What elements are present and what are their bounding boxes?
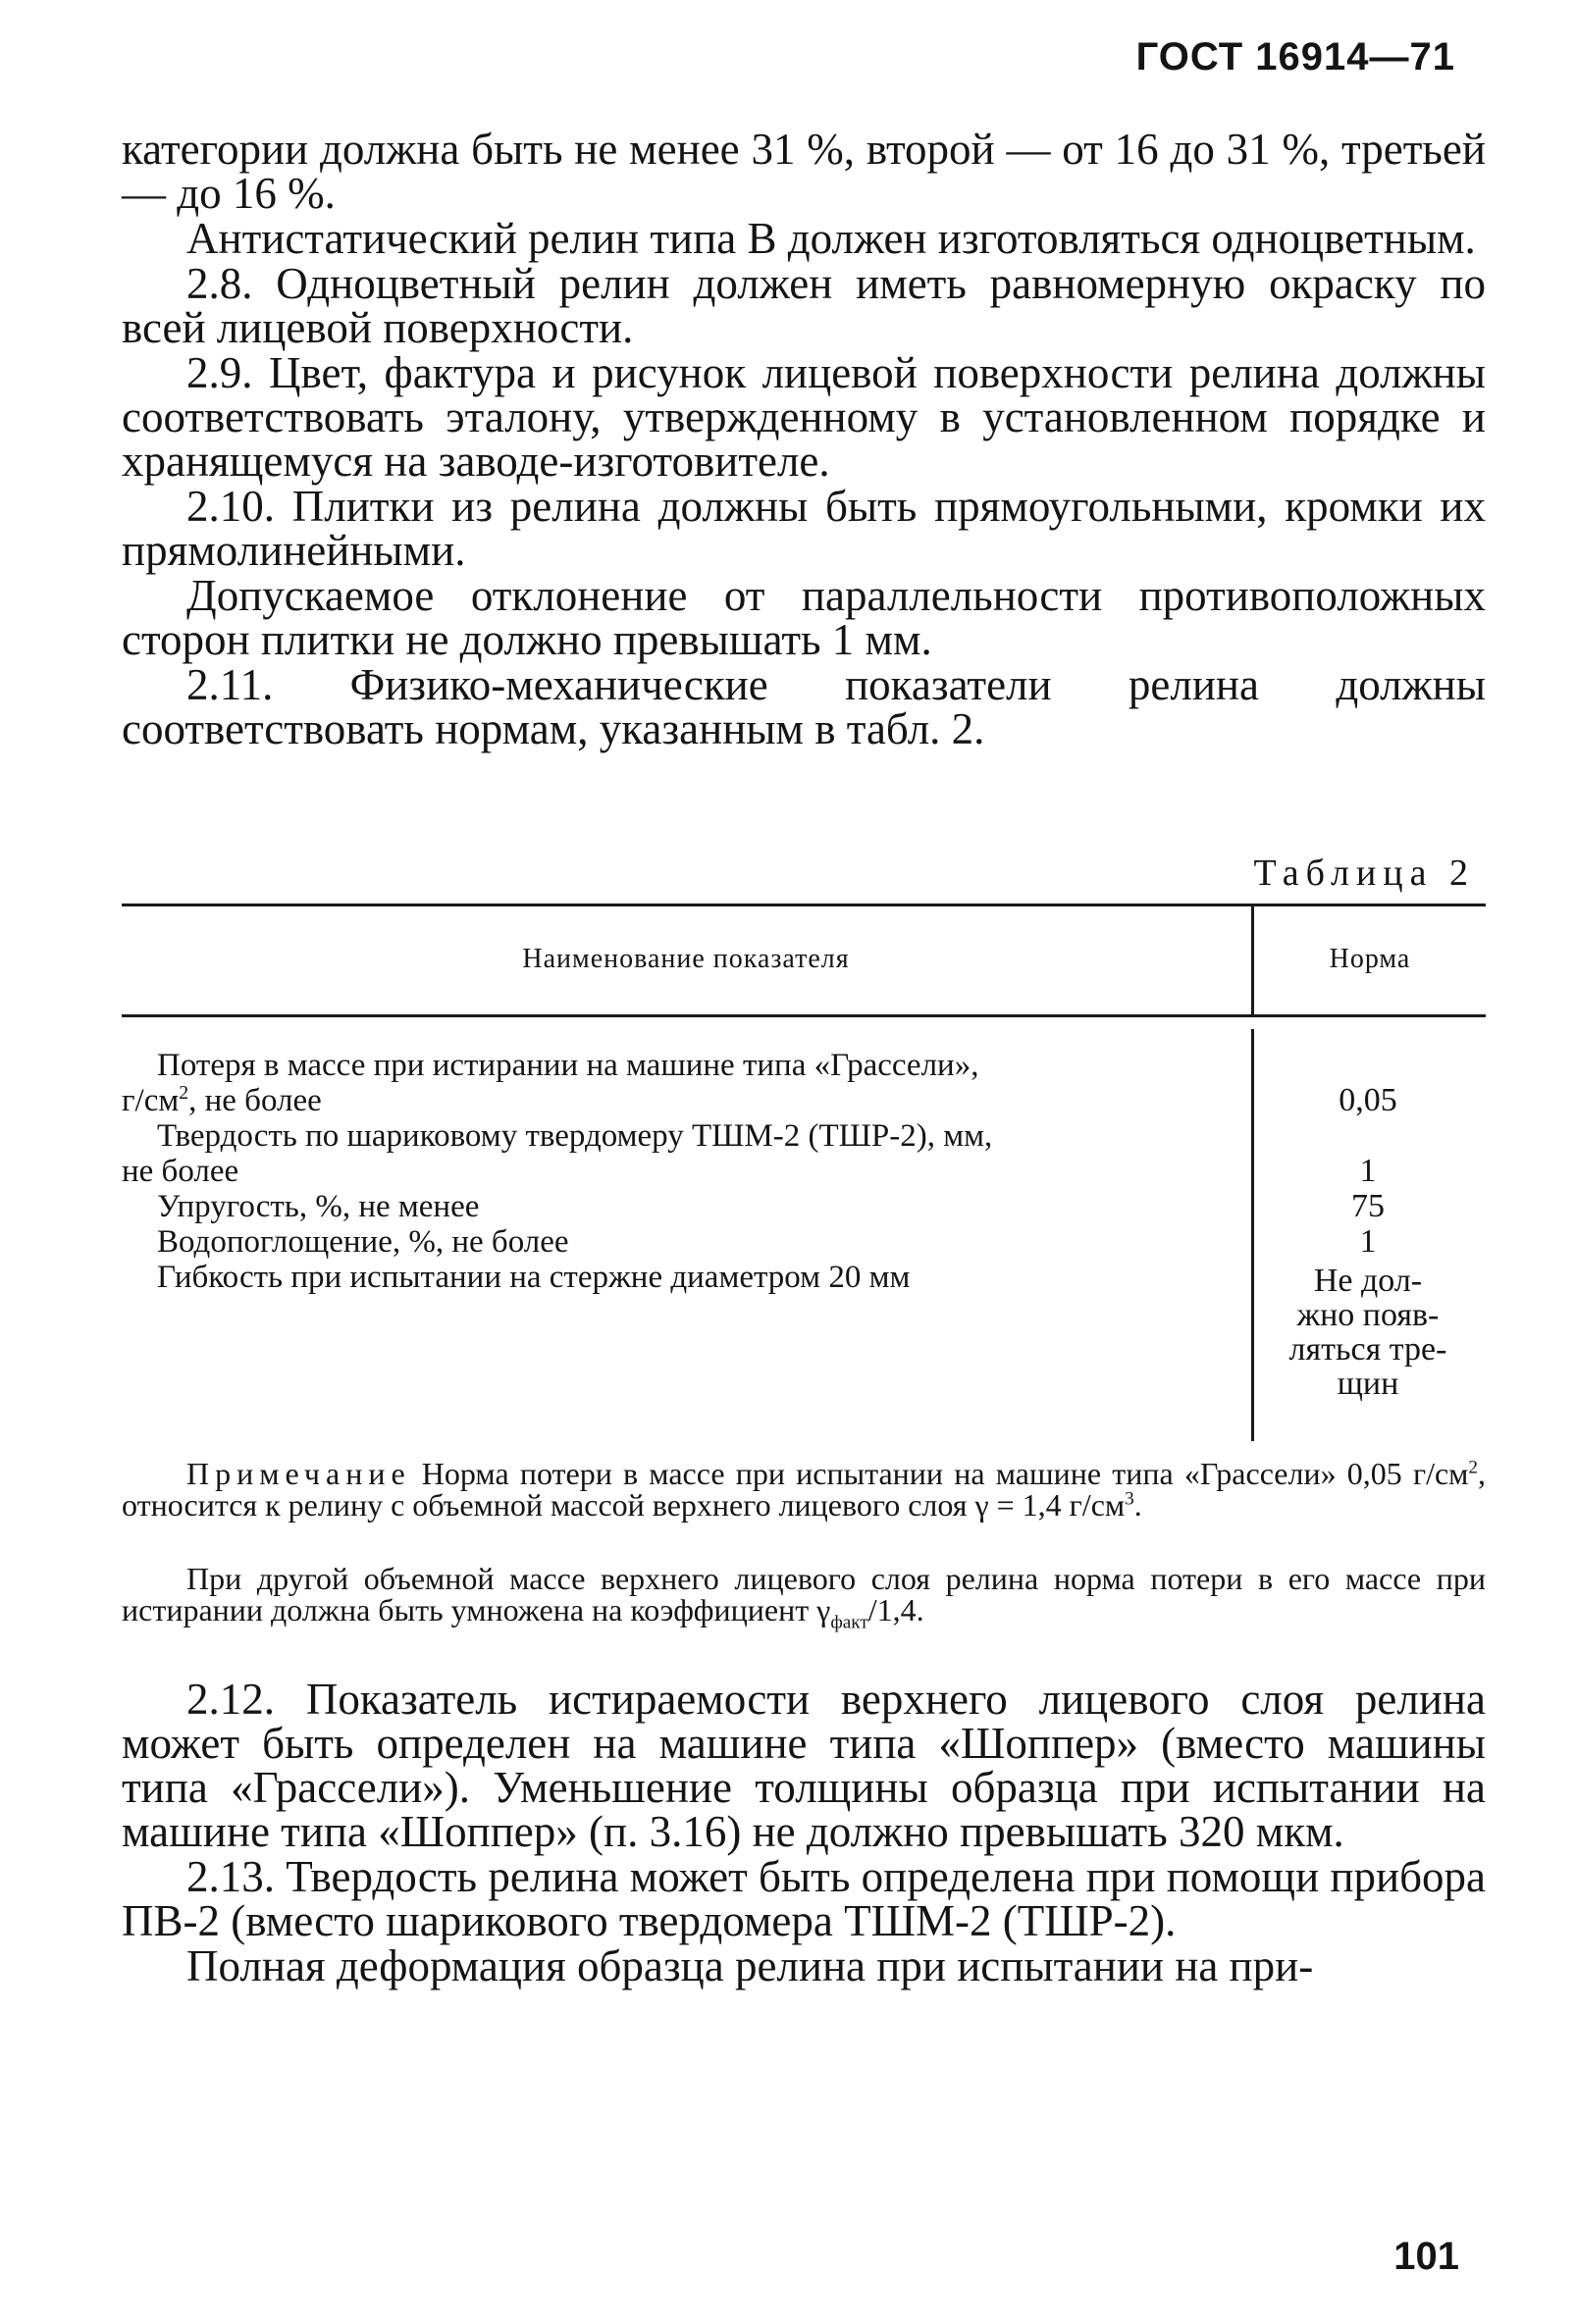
row-norm: 1 xyxy=(1359,1153,1377,1189)
table-row xyxy=(122,1224,1486,1260)
paragraph: Полная деформация образца релина при испытании на при- xyxy=(186,1941,1314,1990)
paragraph-2-13: 2.13. Твердость релина может быть определена при помощи прибора ПВ-2 (вместо шарикового твердомера ТШМ-2 (ТШР-2). xyxy=(122,1852,1486,1945)
table-body xyxy=(122,1048,1486,1401)
paragraph-2-8: 2.8. Одноцветный релин должен иметь равномерную окраску по всей лицевой поверхности. xyxy=(122,259,1486,352)
standard-code: ГОСТ 16914—71 xyxy=(1135,35,1455,78)
column-header-norm: Норма xyxy=(1329,944,1411,974)
table-top-rule xyxy=(122,904,1486,906)
table-header-rule xyxy=(122,1014,1486,1017)
paragraph: категории должна быть не менее 31 %, второй — от 16 до 31 %, третьей — до 16 %. xyxy=(122,125,1486,218)
text-section-bottom xyxy=(122,1675,1486,1990)
row-name: Водопоглощение, %, не более xyxy=(157,1224,569,1260)
column-header-name: Наименование показателя xyxy=(522,944,850,974)
row-name: Упругость, %, не менее xyxy=(157,1189,480,1224)
text-section-top xyxy=(122,125,1486,753)
row-name: Гибкость при испытании на стержне диаметром 20 мм xyxy=(157,1260,911,1295)
page-number: 101 xyxy=(1393,2235,1459,2278)
table-note: Примечание Норма потери в массе при испытании на машине типа «Грассели» 0,05 $г/см^2$, относится к релину с объемной массой верхнего лицевого слоя γ = 1,4 $г/см^3$. xyxy=(122,1456,1486,1523)
paragraph-2-9: 2.9. Цвет, фактура и рисунок лицевой поверхности релина должны соответствовать эталону, утвержденному в установленном порядке и хранящемуся на заводе-изготовителе. xyxy=(122,348,1486,486)
row-norm: 1 xyxy=(1359,1223,1377,1260)
paragraph-2-10: 2.10. Плитки из релина должны быть прямоугольными, кромки их прямолинейными. xyxy=(122,482,1486,575)
table-row xyxy=(122,1118,1486,1189)
paragraph: Антистатический релин типа В должен изготовляться одноцветным. xyxy=(186,214,1476,263)
table-row xyxy=(122,1260,1486,1401)
row-name: Твердость по шариковому твердомеру ТШМ-2 (ТШР-2), мм, не более xyxy=(122,1118,993,1189)
note-label: Примечание xyxy=(186,1456,411,1491)
paragraph-2-12: 2.12. Показатель истираемости верхнего лицевого слоя релина может быть определен на машине типа «Шоппер» (вместо машины типа «Грассели»). Уменьшение толщины образца при испытании на машине типа «Шоппер» (п. 3.16) не должно превышать 320 мкм. xyxy=(122,1675,1486,1856)
table-row xyxy=(122,1189,1486,1224)
row-norm: Не дол- жно появ- ляться тре- щин xyxy=(1288,1263,1447,1402)
paragraph: Допускаемое отклонение от параллельности противоположных сторон плитки не должно превышать 1 мм. xyxy=(122,571,1486,664)
table-caption: Таблица 2 xyxy=(1253,852,1475,894)
paragraph-2-11: 2.11. Физико-механические показатели релина должны соответствовать нормам, указанным в табл. 2. xyxy=(122,660,1486,753)
row-name: Потеря в массе при истирании на машине типа «Грассели», $г/см^2$, не более xyxy=(122,1048,979,1118)
table-note-continued: При другой объемной массе верхнего лицевого слоя релина норма потери в его массе при истирании должна быть умножена на коэффициент $\gamma_{факт}/1,4$. xyxy=(122,1561,1486,1633)
row-norm: 75 xyxy=(1351,1188,1385,1224)
table-row xyxy=(122,1048,1486,1118)
row-norm: 0,05 xyxy=(1339,1082,1397,1118)
